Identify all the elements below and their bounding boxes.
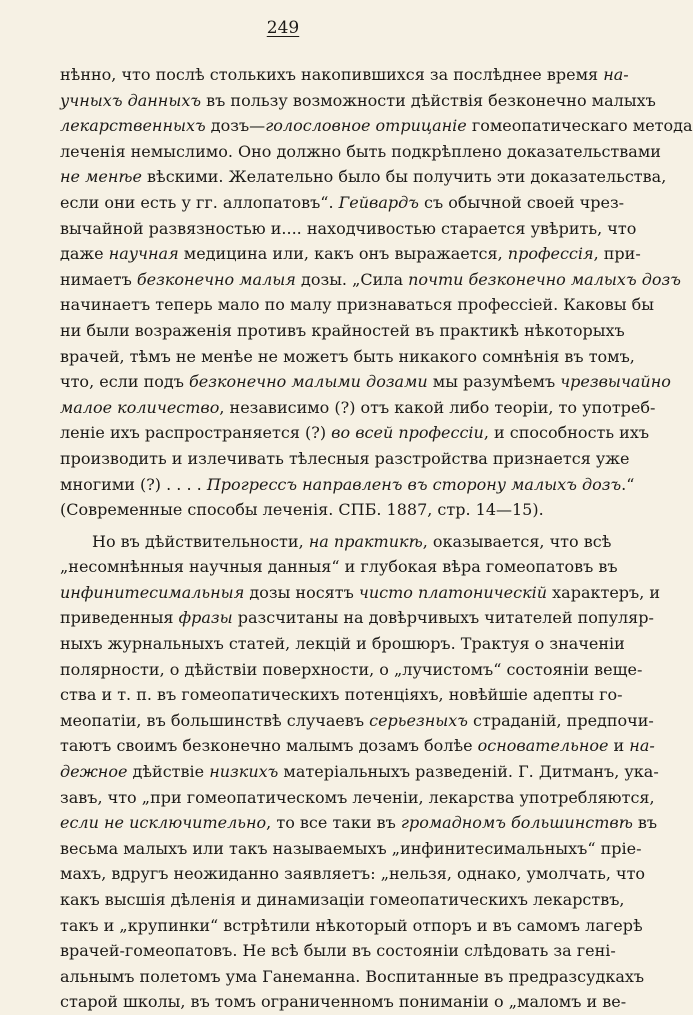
text-line: не менѣе вѣскими. Желательно было бы получить эти доказательства, [60, 167, 667, 187]
text-line: врачей, тѣмъ не менѣе не можетъ быть никакого сомнѣнія въ томъ, [60, 346, 635, 366]
text-line: ни были возраженія противъ крайностей въ практикѣ нѣкоторыхъ [60, 320, 625, 340]
text-line: если не исключительно, то все таки въ громадномъ большинствѣ въ [60, 813, 658, 833]
text-line: вычайной развязностью и.... находчивостью старается увѣрить, что [60, 218, 637, 238]
emphasis: основательное [477, 736, 609, 756]
text-line: такъ и „крупинки“ встрѣтили нѣкоторый отпоръ и въ самомъ лагерѣ [60, 915, 643, 935]
text-line: многими (?) . . . . Прогрессъ направленъ въ сторону малыхъ дозъ.“ [60, 474, 635, 494]
emphasis: низкихъ [209, 762, 279, 782]
text-line: (Современные способы леченія. СПБ. 1887, стр. 14—15). [60, 500, 544, 520]
text-line: дежное дѣйствіе низкихъ матеріальныхъ разведеній. Г. Дитманъ, ука- [60, 762, 659, 782]
emphasis: Прогрессъ направленъ въ сторону малыхъ дозъ [206, 474, 622, 494]
emphasis: малое количество [60, 397, 220, 417]
text-line: „несомнѣнныя научныя данныя“ и глубокая вѣра гомеопатовъ въ [60, 557, 618, 577]
emphasis: на- [603, 65, 629, 84]
text-line: что, если подъ безконечно малыми дозами мы разумѣемъ чрезвычайно [60, 372, 671, 392]
emphasis: безконечно малыя [136, 269, 296, 289]
text-line: таютъ своимъ безконечно малымъ дозамъ болѣе основательное и на- [60, 736, 655, 756]
emphasis: чисто платоническій [358, 582, 548, 602]
text-line: нимаетъ безконечно малыя дозы. „Сила почти безконечно малыхъ дозъ [60, 269, 681, 289]
emphasis: на практикѣ [308, 531, 423, 551]
emphasis: лекарственныхъ [60, 116, 206, 136]
text-line: Но въ дѣйствительности, на практикѣ, оказывается, что всѣ [92, 531, 612, 551]
text-line: учныхъ данныхъ въ пользу возможности дѣйствія безконечно малыхъ [60, 90, 656, 110]
text-line: леніе ихъ распространяется (?) во всей профессіи, и способность ихъ [60, 423, 650, 443]
text-line: лекарственныхъ дозъ—голословное отрицаніе гомеопатическаго метода [60, 116, 693, 136]
text-line: малое количество, независимо (?) отъ какой либо теоріи, то употреб- [60, 397, 656, 417]
text-line: ныхъ журнальныхъ статей, лекцій и брошюръ. Трактуя о значеніи [60, 634, 625, 654]
emphasis: научная [108, 244, 179, 264]
emphasis: если не исключительно [60, 813, 267, 833]
text-line: нѣнно, что послѣ столькихъ накопившихся за послѣднее время на- [60, 65, 629, 84]
emphasis: во всей профессіи [331, 423, 484, 443]
emphasis: не менѣе [60, 167, 142, 187]
text-line: альнымъ полетомъ ума Ганеманна. Воспитанные въ предразсудкахъ [60, 966, 645, 986]
text-line: ства и т. п. въ гомеопатическихъ потенціяхъ, новѣйшіе адепты го- [60, 685, 623, 705]
emphasis: Гейвардъ [338, 192, 419, 212]
emphasis: профессія [507, 244, 594, 264]
emphasis: громадномъ большинствѣ [400, 813, 633, 833]
emphasis: почти безконечно малыхъ дозъ [408, 269, 681, 289]
text-line: весьма малыхъ или такъ называемыхъ „инфинитесимальныхъ“ пріе- [60, 838, 642, 858]
text-line: махъ, вдругъ неожиданно заявляетъ: „нельзя, однако, умолчать, что [60, 864, 646, 884]
text-line: старой школы, въ томъ ограниченномъ пониманіи о „маломъ и ве- [60, 992, 627, 1012]
text-line: начинаетъ теперь мало по малу признаваться профессіей. Каковы бы [60, 295, 654, 315]
text-line: меопатіи, въ большинствѣ случаевъ серьезныхъ страданій, предпочи- [60, 710, 654, 730]
page-number: 249 [266, 18, 300, 38]
emphasis: учныхъ данныхъ [60, 90, 202, 110]
emphasis: безконечно малыми дозами [189, 372, 428, 392]
body-text [60, 62, 693, 1015]
text-line: даже научная медицина или, какъ онъ выражается, профессія, при- [60, 244, 641, 264]
text-line: врачей-гомеопатовъ. Не всѣ были въ состояніи слѣдовать за гені- [60, 941, 616, 961]
text-line: какъ высшія дѣленія и динамизаціи гомеопатическихъ лекарствъ, [60, 890, 625, 909]
emphasis: чрезвычайно [560, 372, 671, 392]
emphasis: голословное отрицаніе [265, 116, 467, 136]
text-line: приведенныя фразы разсчитаны на довѣрчивыхъ читателей популяр- [60, 608, 654, 628]
text-line: инфинитесимальныя дозы носятъ чисто платоническій характеръ, и [60, 582, 661, 602]
emphasis: на- [629, 736, 655, 756]
emphasis: инфинитесимальныя [60, 582, 245, 602]
text-line: завъ, что „при гомеопатическомъ леченіи, лекарства употребляются, [60, 787, 655, 807]
text-line: полярности, о дѣйствіи поверхности, о „лучистомъ“ состояніи веще- [60, 659, 643, 679]
emphasis: дежное [60, 762, 128, 782]
emphasis: фразы [178, 608, 233, 628]
emphasis: серьезныхъ [369, 710, 468, 730]
text-line: если они есть у гг. аллопатовъ“. Гейвардъ съ обычной своей чрез- [60, 192, 625, 212]
text-line: леченія немыслимо. Оно должно быть подкрѣплено доказательствами [60, 141, 661, 161]
text-line: производить и излечивать тѣлесныя разстройства признается уже [60, 448, 630, 468]
